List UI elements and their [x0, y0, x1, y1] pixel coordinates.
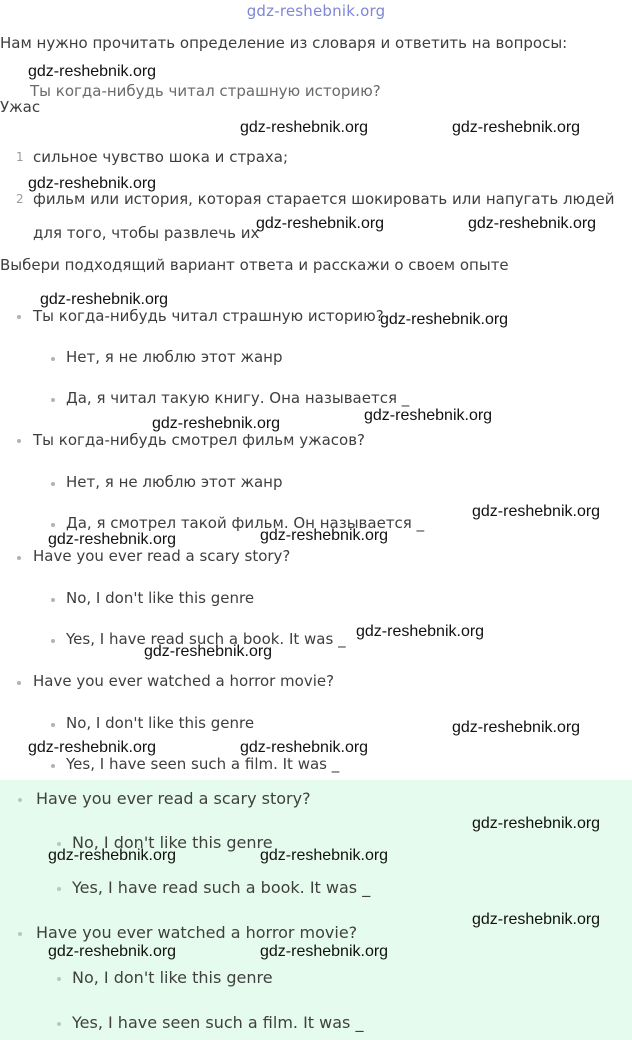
watermark: gdz-reshebnik.org [240, 119, 369, 136]
definition-text: фильм или история, которая старается шокировать или напугать людей [33, 190, 615, 208]
definition-number: 2 [16, 192, 24, 206]
definition-text: сильное чувство шока и страха; [33, 148, 289, 166]
watermark: gdz-reshebnik.org [48, 847, 177, 864]
watermark: gdz-reshebnik.org [452, 119, 581, 136]
watermark: gdz-reshebnik.org [260, 847, 389, 864]
answer-option: Да, я читал такую книгу. Она называется _ [66, 389, 410, 407]
answer-option: Yes, I have seen such a film. It was _ [72, 1013, 364, 1032]
question: Have you ever watched a horror movie? [33, 672, 335, 690]
answer-option: Да, я смотрел такой фильм. Он называется _ [66, 514, 425, 532]
answer-option: Нет, я не люблю этот жанр [66, 348, 283, 366]
watermark: gdz-reshebnik.org [260, 527, 389, 544]
question: Ты когда-нибудь читал страшную историю? [33, 307, 384, 325]
bullet [51, 598, 55, 602]
task-text: Выбери подходящий вариант ответа и расскажи о своем опыте [0, 256, 509, 274]
watermark: gdz-reshebnik.org [260, 943, 389, 960]
intro-text: Нам нужно прочитать определение из словаря и ответить на вопросы: [0, 34, 568, 52]
bullet [57, 842, 61, 846]
bullet [17, 681, 21, 685]
site-header[interactable]: gdz-reshebnik.org [246, 2, 386, 20]
watermark: gdz-reshebnik.org [468, 215, 597, 232]
bullet [51, 723, 55, 727]
watermark: gdz-reshebnik.org [40, 291, 169, 308]
bullet [51, 639, 55, 643]
watermark: gdz-reshebnik.org [472, 815, 601, 832]
dictionary-word: Ужас [0, 98, 41, 116]
bullet [57, 977, 61, 981]
bullet [18, 932, 22, 936]
watermark: gdz-reshebnik.org [48, 943, 177, 960]
bullet [17, 315, 21, 319]
answer-option: No, I don't like this genre [66, 714, 255, 732]
watermark: gdz-reshebnik.org [48, 531, 177, 548]
watermark: gdz-reshebnik.org [28, 63, 157, 80]
cut-line: Ты когда-нибудь читал страшную историю? [30, 82, 381, 100]
question: Have you ever read a scary story? [36, 789, 311, 808]
answer-option: No, I don't like this genre [72, 833, 273, 852]
watermark: gdz-reshebnik.org [152, 415, 281, 432]
answer-panel [0, 780, 632, 1040]
watermark: gdz-reshebnik.org [472, 911, 601, 928]
answer-option: Нет, я не люблю этот жанр [66, 473, 283, 491]
bullet [51, 523, 55, 527]
definition-number: 1 [16, 150, 24, 164]
bullet [57, 887, 61, 891]
watermark: gdz-reshebnik.org [28, 739, 157, 756]
watermark: gdz-reshebnik.org [452, 719, 581, 736]
answer-option: Yes, I have seen such a film. It was _ [66, 755, 340, 773]
bullet [17, 439, 21, 443]
bullet [17, 556, 21, 560]
bullet [57, 1022, 61, 1026]
cut-line-wrapper [30, 76, 430, 100]
watermark: gdz-reshebnik.org [364, 407, 493, 424]
bullet [51, 398, 55, 402]
watermark: gdz-reshebnik.org [256, 215, 385, 232]
watermark: gdz-reshebnik.org [356, 623, 485, 640]
watermark: gdz-reshebnik.org [28, 175, 157, 192]
question: Have you ever watched a horror movie? [36, 923, 358, 942]
bullet [51, 357, 55, 361]
watermark: gdz-reshebnik.org [472, 503, 601, 520]
answer-option: No, I don't like this genre [72, 968, 273, 987]
answer-option: Yes, I have read such a book. It was _ [66, 630, 346, 648]
definition-text-continued: для того, чтобы развлечь их [33, 224, 260, 242]
bullet [51, 764, 55, 768]
answer-option: No, I don't like this genre [66, 589, 255, 607]
watermark: gdz-reshebnik.org [240, 739, 369, 756]
answer-option: Yes, I have read such a book. It was _ [72, 878, 371, 897]
watermark: gdz-reshebnik.org [144, 643, 273, 660]
question: Have you ever read a scary story? [33, 547, 291, 565]
bullet [18, 798, 22, 802]
watermark: gdz-reshebnik.org [380, 311, 509, 328]
question: Ты когда-нибудь смотрел фильм ужасов? [33, 431, 366, 449]
bullet [51, 482, 55, 486]
